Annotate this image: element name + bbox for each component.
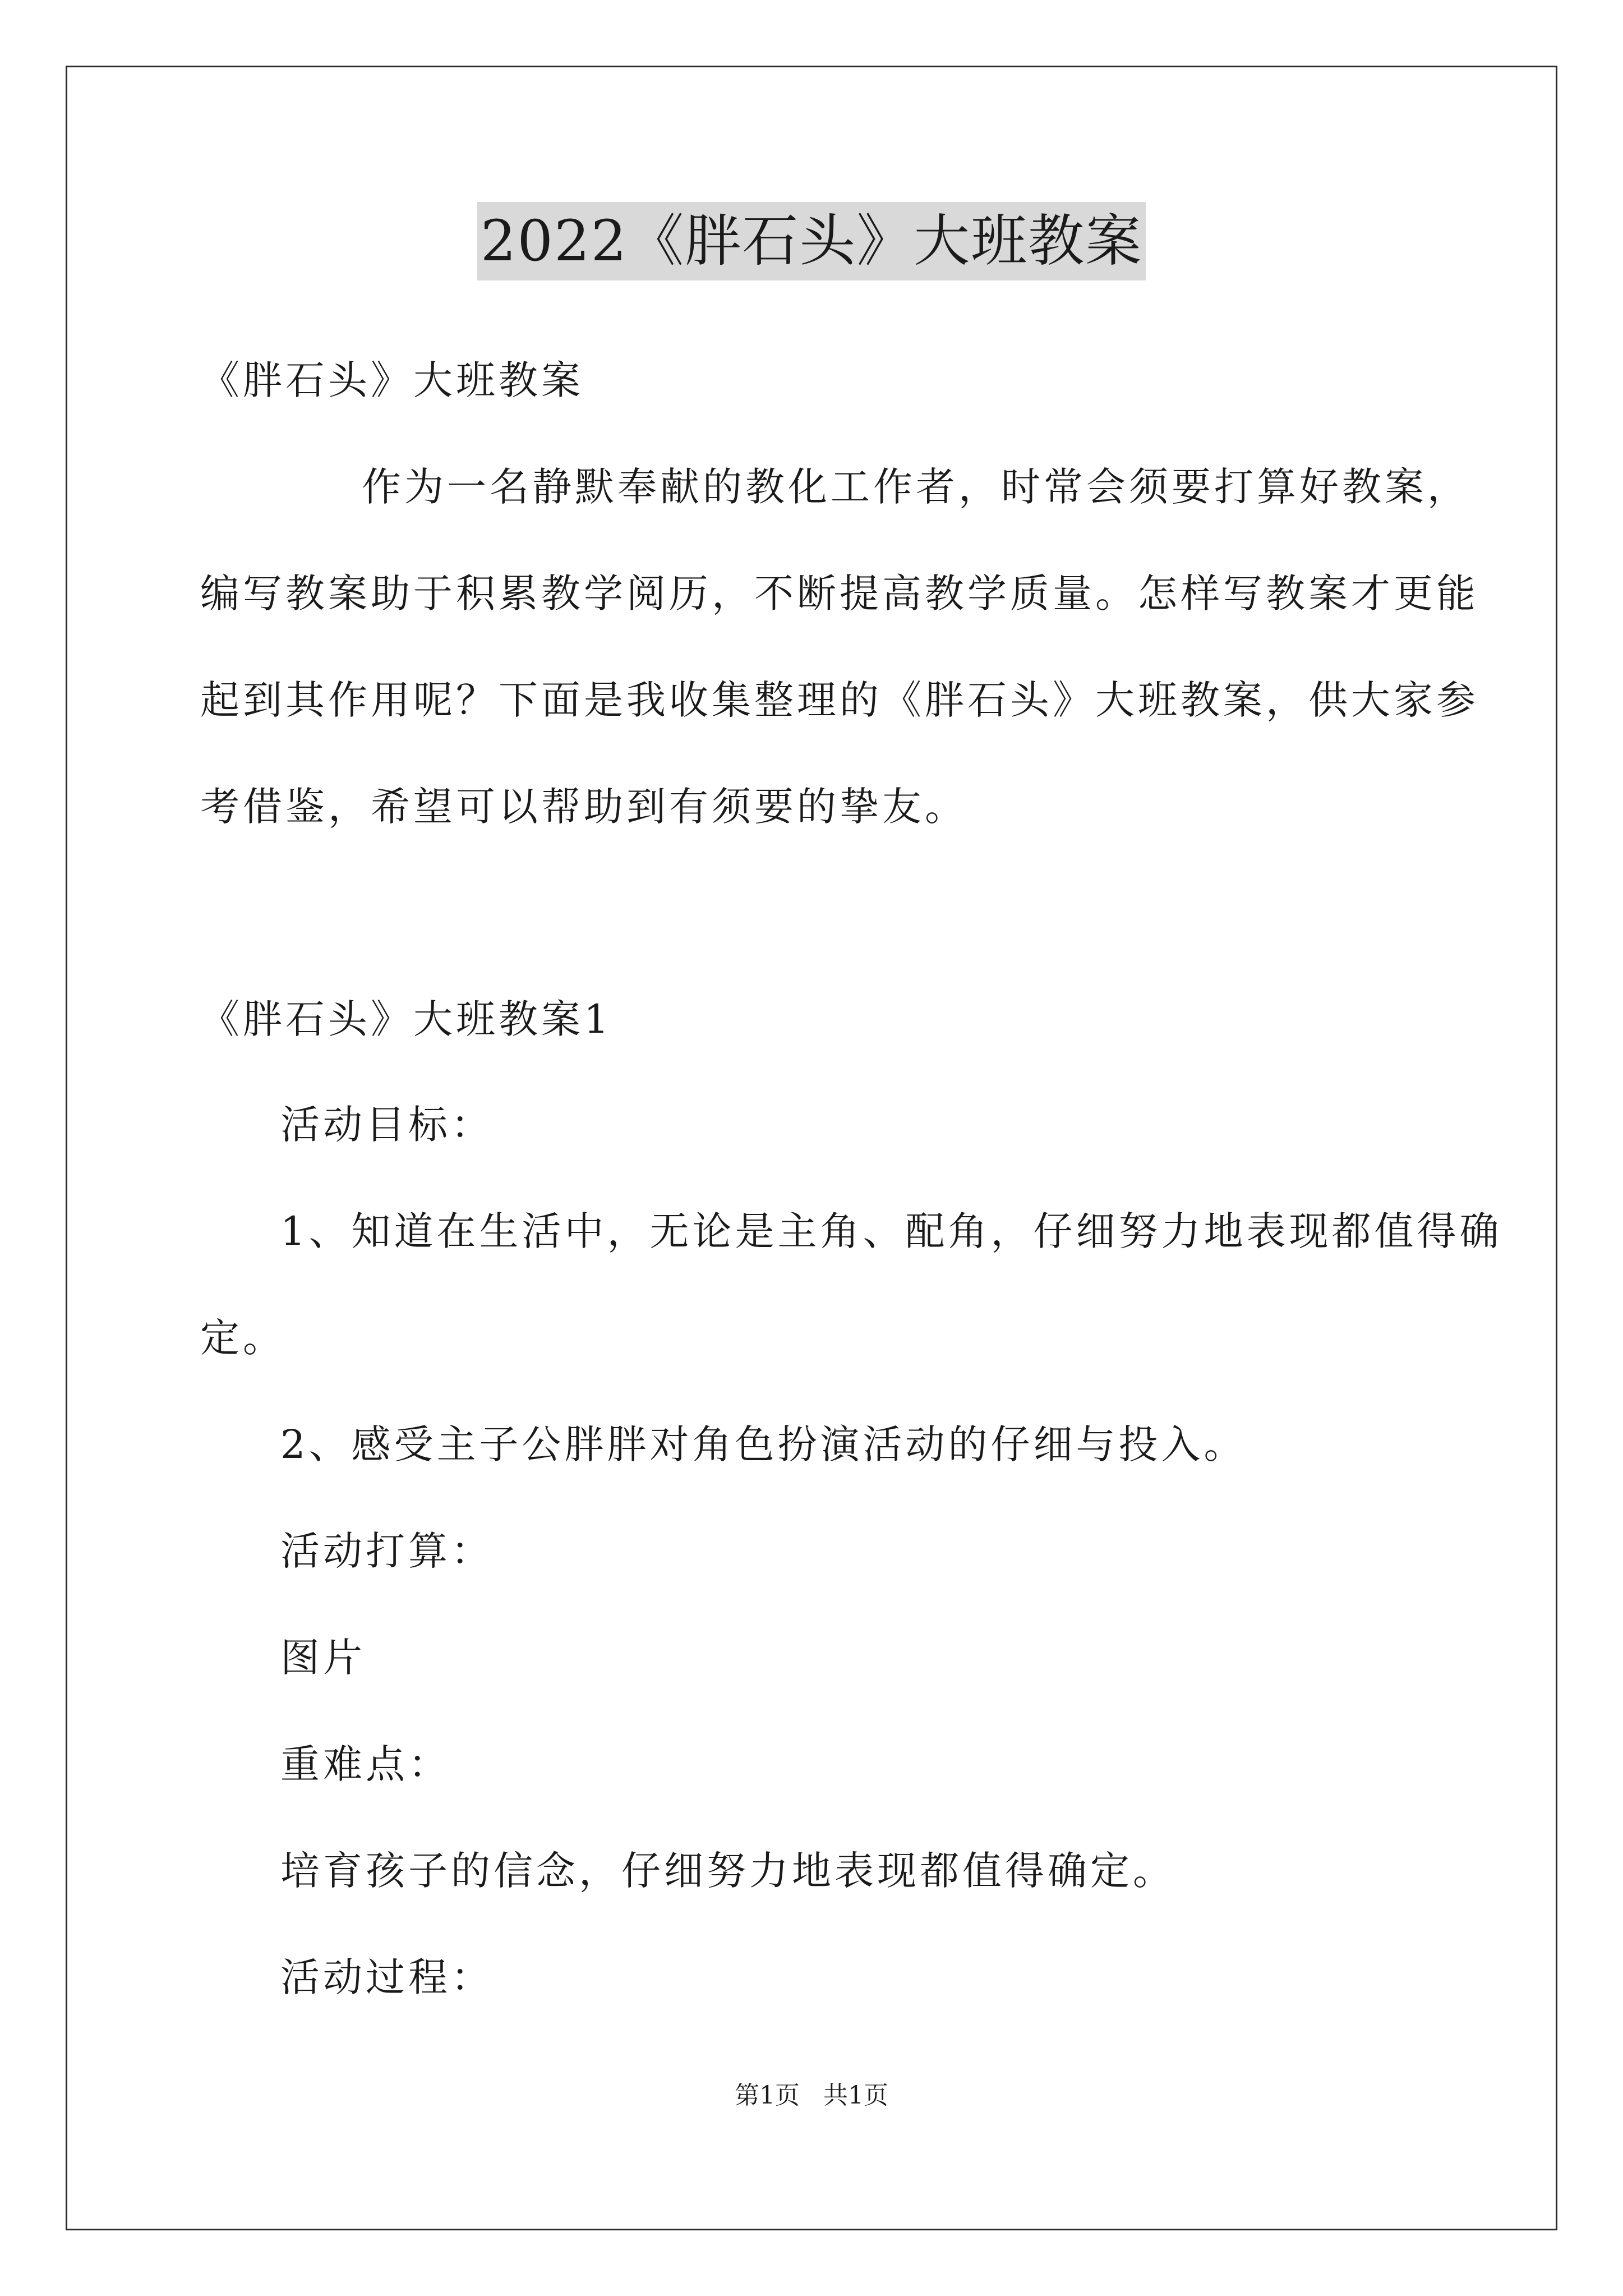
prep-label: 活动打算： (280, 1528, 494, 1574)
key-points-text: 培育孩子的信念，仔细努力地表现都值得确定。 (280, 1848, 1175, 1894)
intro-line-1: 作为一名静默奉献的教化工作者，时常会须要打算好教案， (362, 464, 1470, 510)
goal-1-line-2: 定。 (200, 1315, 285, 1361)
goal-1-line-1: 1、知道在生活中，无论是主角、配角，仔细努力地表现都值得确 (280, 1208, 1502, 1254)
goal-2: 2、感受主子公胖胖对角色扮演活动的仔细与投入。 (280, 1421, 1247, 1467)
goals-label: 活动目标： (280, 1102, 494, 1148)
prep-item: 图片 (280, 1635, 366, 1681)
document-subtitle: 《胖石头》大班教案 (200, 357, 584, 403)
section-heading: 《胖石头》大班教案1 (200, 996, 612, 1042)
document-title: 2022《胖石头》大班教案 (477, 202, 1146, 280)
title-container (0, 202, 1623, 280)
process-label: 活动过程： (280, 1954, 494, 2000)
intro-line-2: 编写教案助于积累教学阅历，不断提高教学质量。怎样写教案才更能 (200, 570, 1479, 616)
intro-line-3: 起到其作用呢？下面是我收集整理的《胖石头》大班教案，供大家参 (200, 677, 1479, 723)
key-points-label: 重难点： (280, 1741, 451, 1787)
page-footer: 第1页 共1页 (735, 2081, 888, 2110)
intro-line-4: 考借鉴，希望可以帮助到有须要的挚友。 (200, 784, 967, 830)
